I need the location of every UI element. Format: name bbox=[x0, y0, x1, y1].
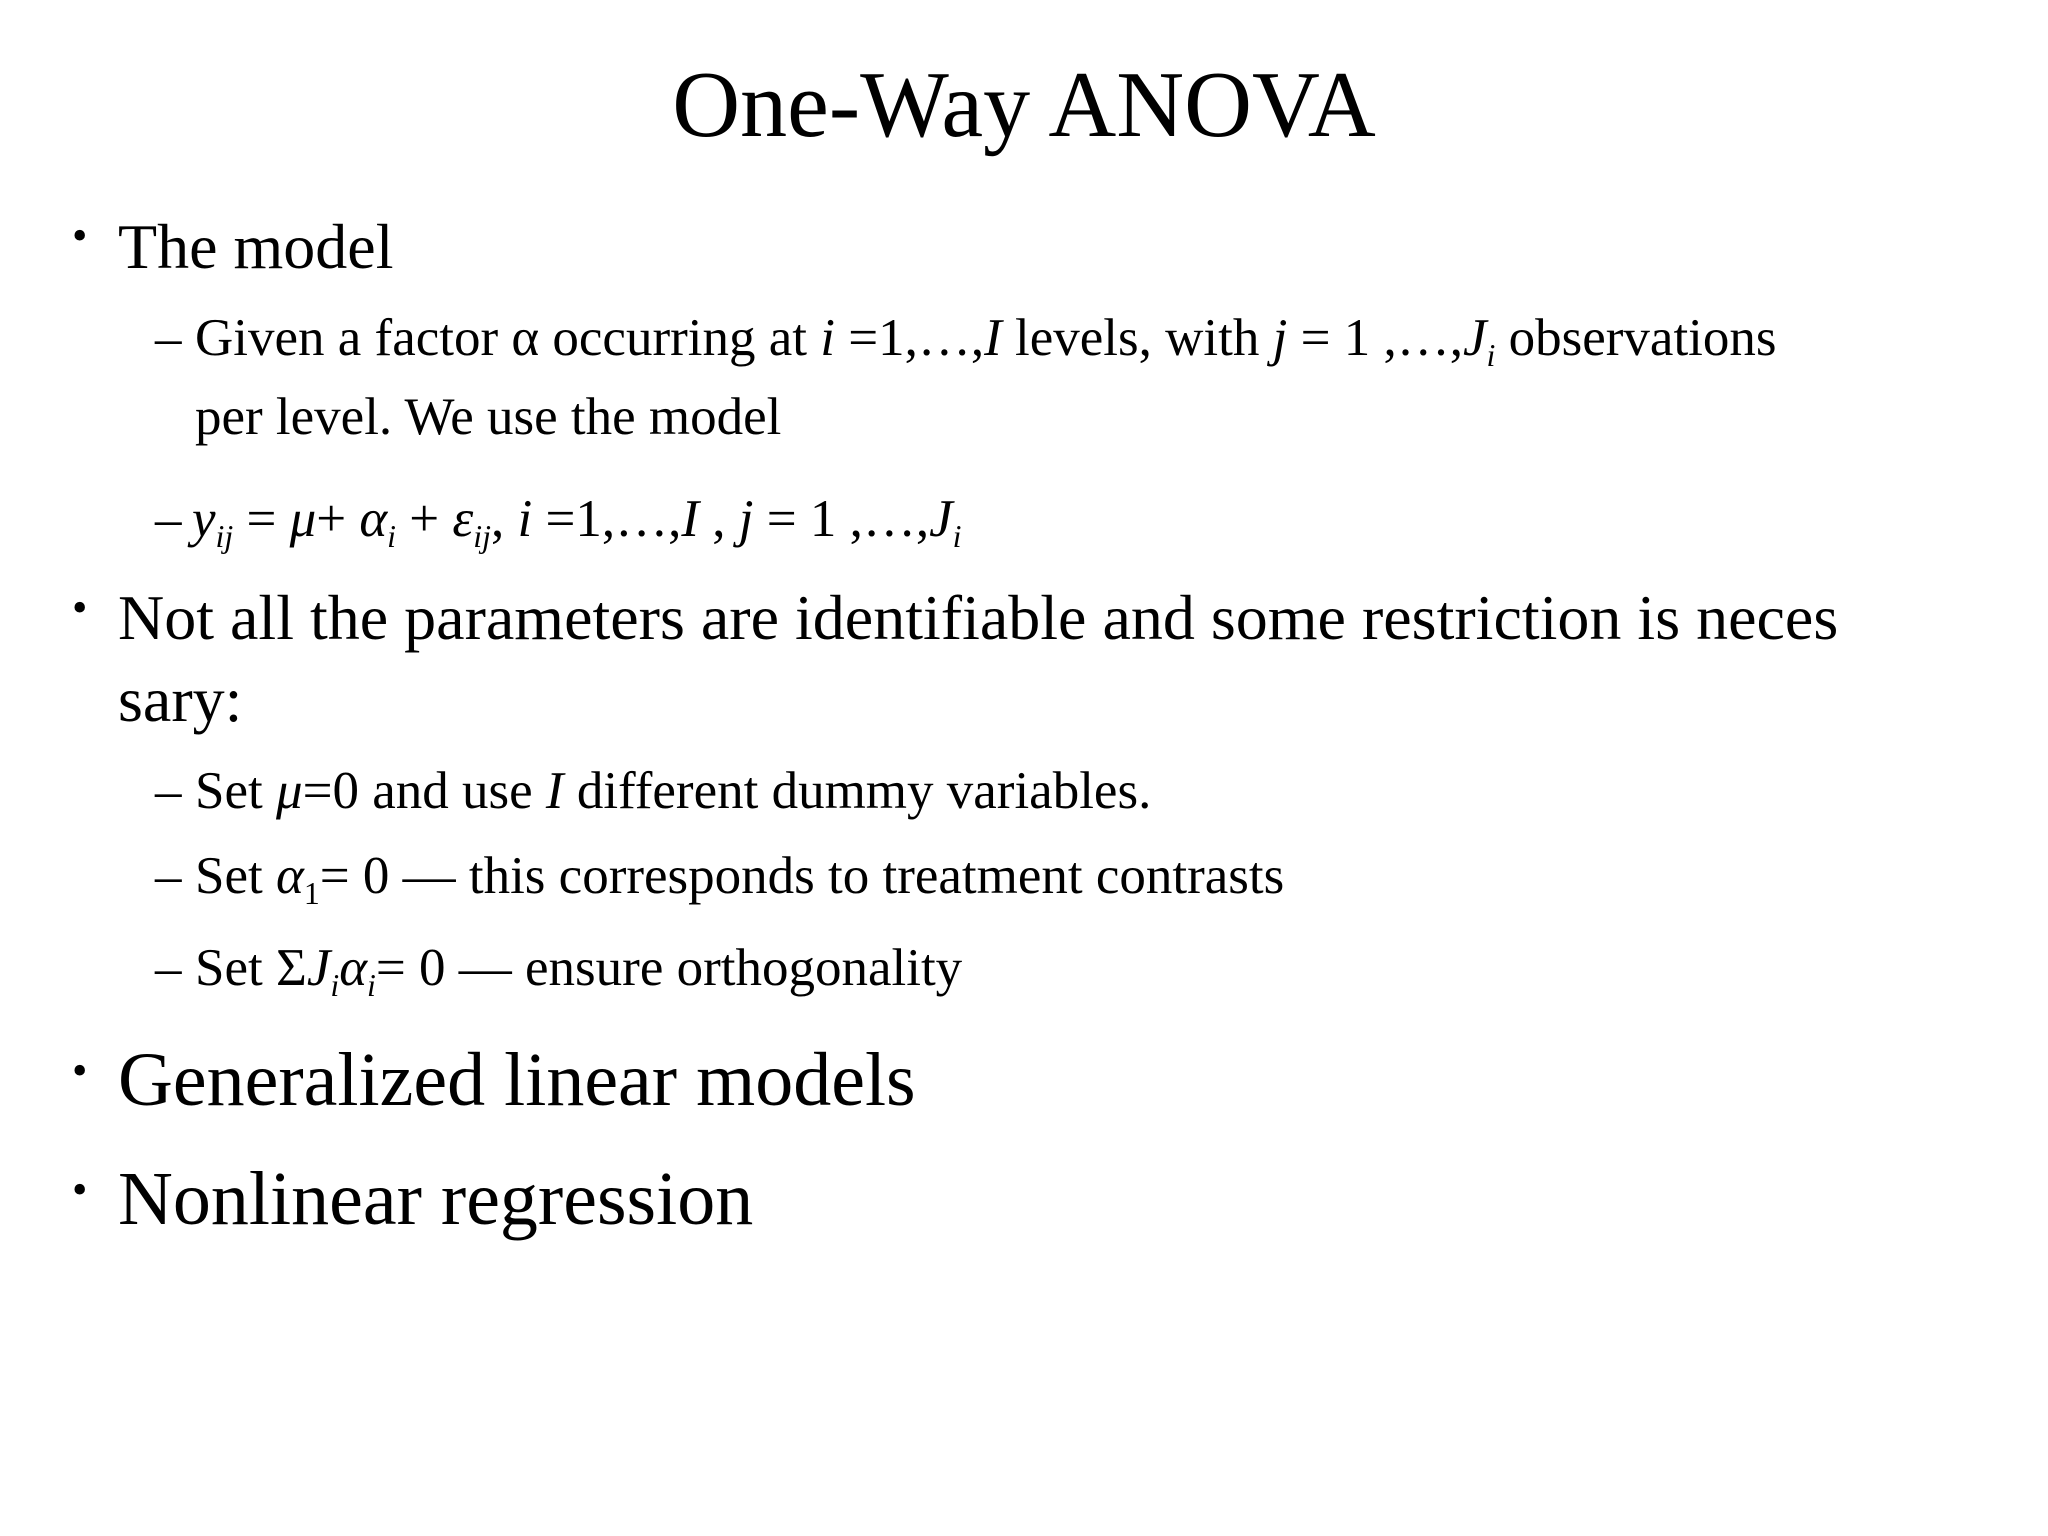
bullet-dot: • bbox=[72, 1165, 88, 1214]
bullet-dot: • bbox=[72, 1046, 88, 1095]
sub-dash: – bbox=[155, 762, 182, 820]
sub-dash: – bbox=[155, 309, 182, 367]
bullet-dot: • bbox=[72, 583, 88, 632]
bullet-nonlinear-regression: Nonlinear regression bbox=[118, 1157, 754, 1241]
bullet-the-model: The model bbox=[118, 211, 394, 282]
bullet-identifiable-line1: Not all the parameters are identifiable and some restriction is neces bbox=[118, 582, 1839, 653]
sub-per-level: per level. We use the model bbox=[195, 388, 782, 446]
bullet-dot: • bbox=[72, 211, 88, 260]
bullet-generalized-linear-models: Generalized linear models bbox=[118, 1038, 916, 1122]
sub-set-sum: Set $\Sigma J_i\alpha_i= 0$ — ensure orthogonality bbox=[195, 939, 963, 1004]
model-equation: $y_{ij} = \mu+ \alpha_i + \varepsilon_{ij}$, i =1,…,I , j = 1 $,\dots,J_i$ bbox=[192, 490, 962, 555]
sub-given-a-factor: Given a factor α occurring at i =1,…,I levels, with j = 1 $,\dots,J_i$ observations bbox=[195, 309, 1777, 374]
sub-dash: – bbox=[155, 847, 182, 905]
sub-set-mu: Set μ=0 and use I different dummy variables. bbox=[195, 762, 1152, 820]
slide-title: One-Way ANOVA bbox=[672, 53, 1376, 157]
sub-set-alpha1: Set $\alpha_1= 0$ — this corresponds to treatment contrasts bbox=[195, 847, 1285, 912]
sub-dash: – bbox=[155, 490, 182, 548]
sub-dash: – bbox=[155, 939, 182, 997]
bullet-identifiable-line2: sary: bbox=[118, 664, 243, 735]
